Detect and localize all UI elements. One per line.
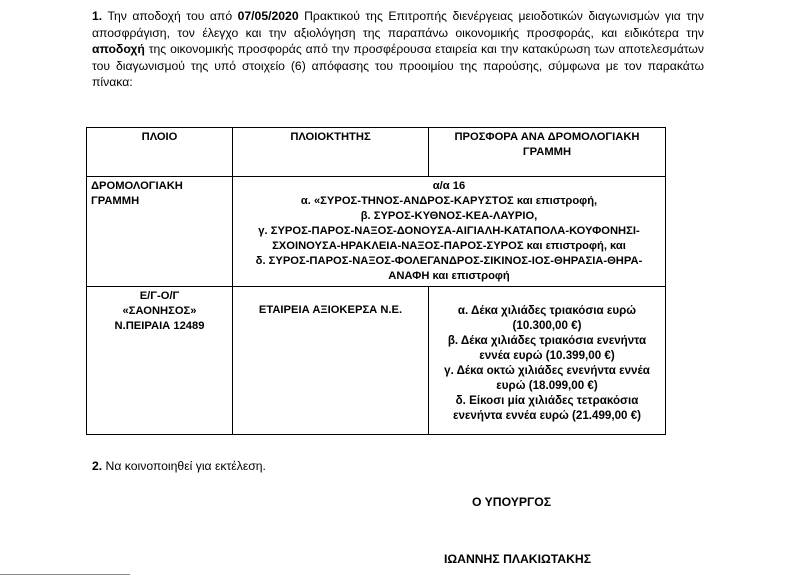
award-table	[86, 127, 666, 435]
route-line: δ. ΣΥΡΟΣ-ΠΑΡΟΣ-ΝΑΞΟΣ-ΦΟΛΕΓΑΝΔΡΟΣ-ΣΙΚΙΝΟΣ-ΙΟΣ-ΘΗΡΑΣΙΑ-ΘΗΡΑ-ΑΝΑΦΗ και επιστροφή	[255, 255, 643, 282]
signatory-name: ΙΩΑΝΝΗΣ ΠΛΑΚΙΩΤΑΚΗΣ	[444, 552, 592, 566]
header-offer: ΠΡΟΣΦΟΡΑ ΑΝΑ ΔΡΟΜΟΛΟΓΙΑΚΗ ΓΡΑΜΜΗ	[429, 128, 666, 177]
offer-row	[87, 287, 666, 435]
paragraph-1-text-c: της οικονομικής προσφοράς από την προσφέρουσα εταιρεία και την κατακύρωση των αποτελεσμάτων του διαγωνισμού της υπό στοιχείο (6) απόφασης του προοιμίου της παρούσης, σύμφωνα με τον παρακάτω πίνακα:	[92, 42, 704, 89]
offer-item: β. Δέκα χιλιάδες τριακόσια ενενήντα εννέα ευρώ (10.399,00 €)	[447, 334, 647, 362]
offer-item: δ. Είκοσι μία χιλιάδες τετρακόσια ενενήντα εννέα ευρώ (21.499,00 €)	[452, 394, 641, 422]
route-line: β. ΣΥΡΟΣ-ΚΥΘΝΟΣ-ΚΕΑ-ΛΑΥΡΙΟ,	[360, 210, 538, 222]
ship-name: «ΣΑΟΝΗΣΟΣ»	[122, 305, 197, 317]
header-owner: ΠΛΟΙΟΚΤΗΤΗΣ	[233, 128, 429, 177]
paragraph-1-text-b: Πρακτικού της Επιτροπής διενέργειας μειοδοτικών διαγωνισμών για την αποσφράγιση, τον έλεγχο και την αξιολόγηση της παραπάνω οικονομικής προσφοράς, και ειδικότερα την	[92, 9, 705, 40]
route-line: α. «ΣΥΡΟΣ-ΤΗΝΟΣ-ΑΝΔΡΟΣ-ΚΑΡΥΣΤΟΣ και επιστροφή,	[300, 195, 598, 207]
footer-divider	[0, 574, 130, 575]
owner-cell: ΕΤΑΙΡΕΙΑ ΑΞΙΟΚΕΡΣΑ Ν.Ε.	[233, 287, 429, 435]
route-line: γ. ΣΥΡΟΣ-ΠΑΡΟΣ-ΝΑΞΟΣ-ΔΟΝΟΥΣΑ-ΑΙΓΙΑΛΗ-ΚΑΤΑΠΟΛΑ-ΚΟΥΦΟΝΗΣΙ-ΣΧΟΙΝΟΥΣΑ-ΗΡΑΚΛΕΙΑ-ΝΑΞΟΣ-ΠΑΡΟΣ-ΣΥΡΟΣ και επιστροφή, και	[258, 225, 640, 252]
route-row	[87, 177, 666, 287]
paragraph-1-emphasis: αποδοχή	[92, 42, 145, 56]
paragraph-1-date: 07/05/2020	[237, 9, 299, 23]
paragraph-2-text: Να κοινοποιηθεί για εκτέλεση.	[102, 459, 266, 473]
route-line: α/α 16	[432, 180, 466, 192]
offer-item: γ. Δέκα οκτώ χιλιάδες ενενήντα εννέα ευρώ (18.099,00 €)	[444, 364, 650, 392]
header-ship: ΠΛΟΙΟ	[87, 128, 233, 177]
offer-cell	[429, 287, 666, 435]
decision-paragraph-1	[92, 8, 704, 91]
offer-item: α. Δέκα χιλιάδες τριακόσια ευρώ (10.300,00 €)	[457, 304, 637, 332]
route-label: ΔΡΟΜΟΛΟΓΙΑΚΗ ΓΡΑΜΜΗ	[87, 177, 233, 287]
paragraph-1-text-a: Την αποδοχή του από	[102, 9, 238, 23]
signatory-title: Ο ΥΠΟΥΡΓΟΣ	[472, 495, 552, 509]
decision-paragraph-2	[92, 459, 266, 473]
paragraph-2-number: 2.	[92, 459, 103, 473]
ship-registry: Ν.ΠΕΙΡΑΙΑ 12489	[114, 320, 205, 332]
paragraph-1-number: 1.	[92, 9, 103, 23]
route-description	[233, 177, 666, 287]
ship-cell	[87, 287, 233, 435]
ship-type: Ε/Γ-Ο/Γ	[139, 290, 180, 302]
table-header-row	[87, 128, 666, 177]
